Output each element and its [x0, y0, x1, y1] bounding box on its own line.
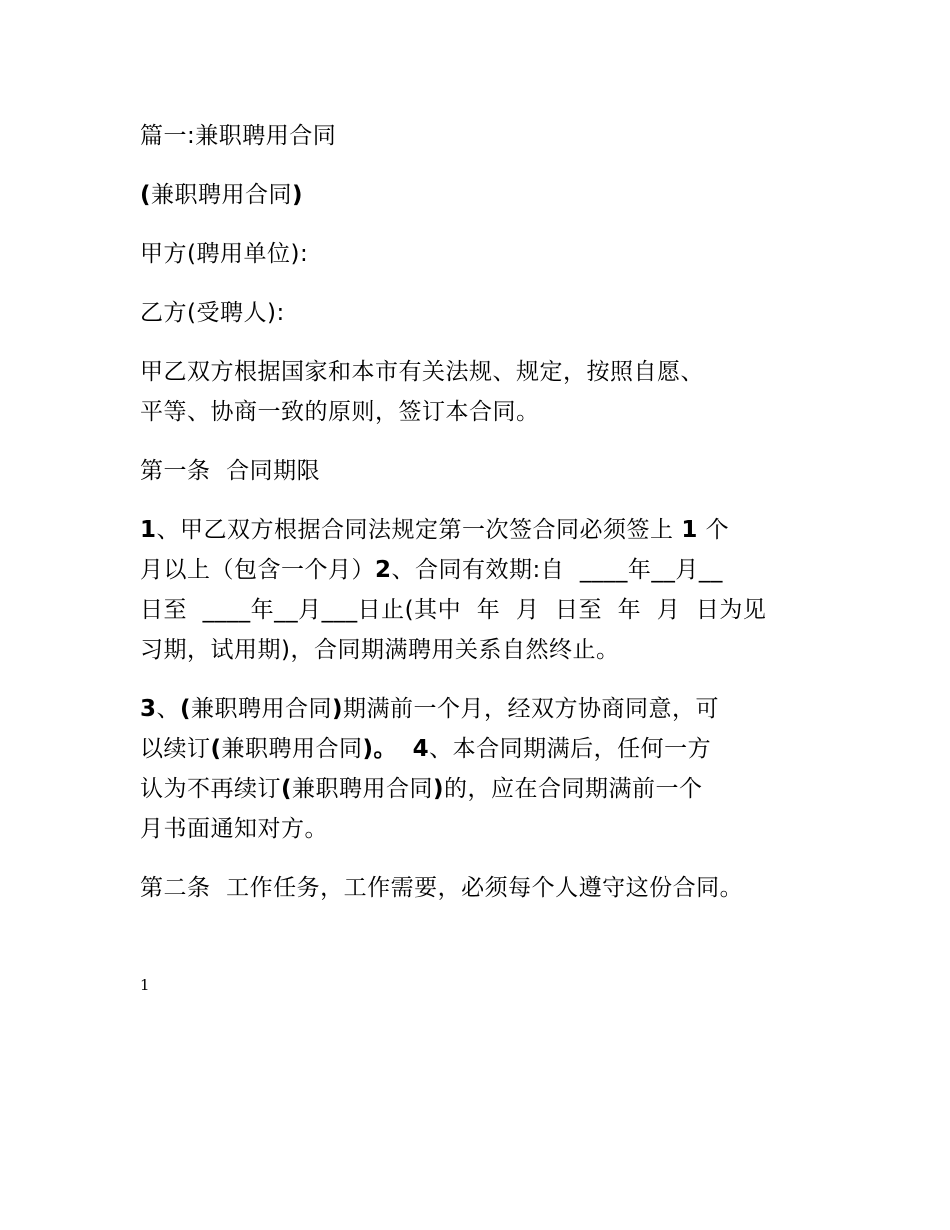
article-1-paragraph-2 [140, 689, 830, 849]
article-1-p2-line-4: 月书面通知对方。 [140, 816, 328, 842]
intro-line-2: 平等、协商一致的原则，签订本合同。 [140, 399, 540, 425]
article-1-p2-line-1: 3、(兼职聘用合同)期满前一个月，经双方协商同意，可 [140, 696, 720, 722]
article-1-paragraph-1 [140, 510, 830, 670]
page-number: 1 [140, 976, 150, 994]
article-1-heading: 第一条 合同期限 [140, 458, 321, 484]
document-body [140, 116, 830, 927]
intro-line-1: 甲乙双方根据国家和本市有关法规、规定，按照自愿、 [140, 359, 704, 385]
document-subtitle: (兼职聘用合同) [140, 182, 304, 208]
intro-paragraph [140, 352, 830, 432]
article-1-p2-line-2: 以续订(兼职聘用合同)。 4、本合同期满后，任何一方 [140, 736, 712, 762]
article-1-line-4: 习期，试用期)，合同期满聘用关系自然终止。 [140, 637, 620, 663]
party-a-line: 甲方(聘用单位): [140, 241, 309, 267]
article-1-line-3: 日至 ____年__月___日止(其中 年 月 日至 年 月 日为见 [140, 597, 767, 623]
article-2-paragraph: 第二条 工作任务，工作需要，必须每个人遵守这份合同。 [140, 875, 744, 901]
document-title: 篇一:兼职聘用合同 [140, 123, 337, 149]
article-1-p2-line-3: 认为不再续订(兼职聘用合同)的，应在合同期满前一个 [140, 776, 703, 802]
article-1-line-2: 月以上（包含一个月）2、合同有效期:自 ____年__月__ [140, 557, 723, 583]
article-1-line-1: 1、甲乙双方根据合同法规定第一次签合同必须签上 1 个 [140, 517, 730, 543]
party-b-line: 乙方(受聘人): [140, 300, 285, 326]
